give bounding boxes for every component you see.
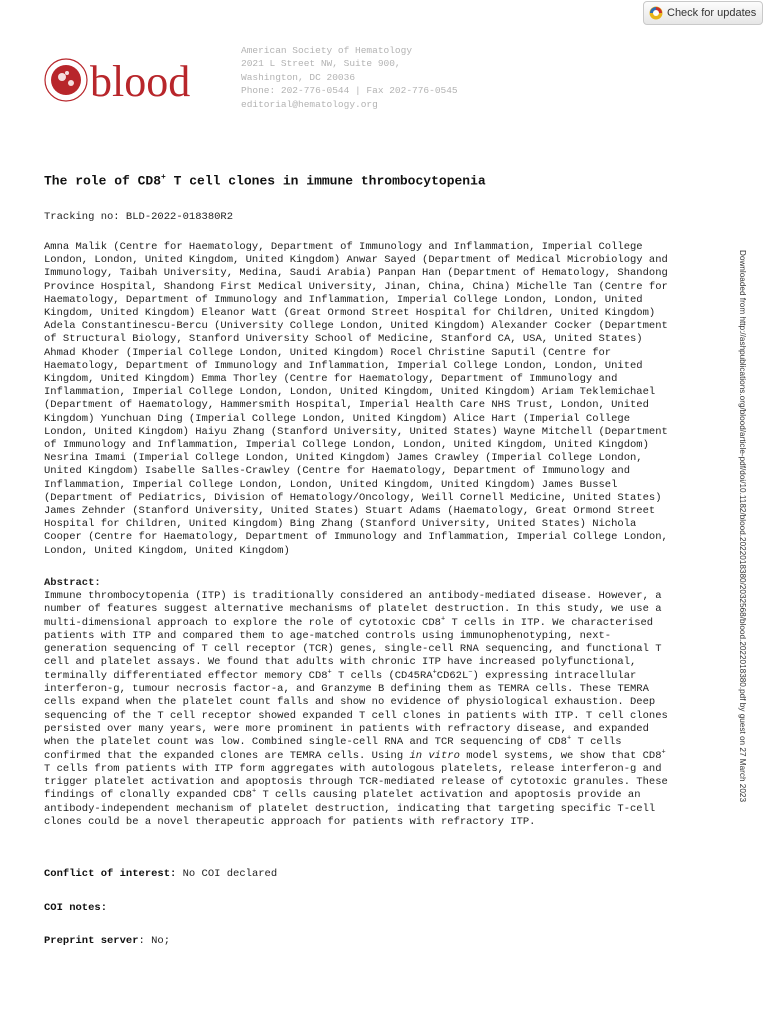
abstract-text: sequencing of the T cell receptor showed expanded T cell clones in patients with ITP. T cell clones	[44, 709, 668, 722]
coi-label: Conflict of interest:	[44, 868, 177, 880]
abstract-line	[44, 603, 720, 616]
preprint-server	[44, 935, 170, 947]
abstract-superscript: +	[251, 787, 257, 796]
abstract-text: terminally differentiated effector memory CD8	[44, 669, 328, 682]
abstract-superscript: +	[661, 748, 666, 757]
author-line: Haematology, Department of Immunology and Inflammation, Imperial College London, London, United	[44, 293, 643, 306]
address-line: 2021 L Street NW, Suite 900,	[241, 58, 401, 70]
abstract-text: Immune thrombocytopenia (ITP) is traditionally considered an antibody-mediated disease. However, a	[44, 590, 662, 602]
author-line: Kingdom) Yunchuan Ding (Imperial College London, United Kingdom) Alice Hart (Imperial College	[44, 412, 630, 425]
author-line: Immunology, Taibah University, Medina, Saudi Arabia) Panpan Han (Department of Hematology, Shandong	[44, 267, 668, 280]
author-line: London, London, United Kingdom, United Kingdom) Anwar Sayed (Department of Medical Microbiology and	[44, 254, 668, 267]
address-line: American Society of Hematology	[241, 45, 413, 56]
author-line: (Department of Haematology, Hammersmith Hospital, Imperial Health Care NHS Trust, London, United	[44, 399, 649, 412]
address-email: editorial@hematology.org	[241, 98, 378, 110]
address-line: Phone: 202-776-0544 | Fax 202-776-0545	[241, 85, 458, 97]
download-watermark: Downloaded from http://ashpublications.org/blood/article-pdf/doi/10.1182/blood.2022018380/2032568/blood.2022018380.pdf by guest on 27 March 2023	[738, 250, 747, 803]
publisher-address	[241, 44, 458, 111]
author-line: Inflammation, Imperial College London, London, United Kingdom, United Kingdom) Ariam Teklemichael	[44, 386, 656, 399]
author-line: of Structural Biology, Stanford University School of Medicine, Stanford CA, USA, United States)	[44, 333, 643, 346]
coi-notes	[44, 902, 107, 914]
title-superscript: +	[161, 173, 166, 182]
author-line: Amna Malik (Centre for Haematology, Department of Immunology and Inflammation, Imperial College	[44, 241, 643, 253]
author-line: London, United Kingdom, United Kingdom)	[44, 544, 290, 557]
abstract-text: number of features suggest alternative mechanisms of platelet destruction. In this study, we use a	[44, 603, 662, 616]
abstract-line	[44, 710, 720, 723]
abstract-line	[44, 590, 720, 603]
crossmark-icon	[649, 6, 663, 20]
abstract-text: clones could be a novel therapeutic approach for patients with refractory ITP.	[44, 816, 536, 829]
abstract-text: antibody-independent mechanism of platelet destruction, indicating that targeting specific T-cell	[44, 802, 656, 815]
abstract-text: cell and platelet assays. We found that adults with chronic ITP have increased polyfunctional,	[44, 656, 637, 669]
preprint-value: : No;	[138, 935, 171, 947]
author-line: (Department of Pediatrics, Division of Hematology/Oncology, Weill Cornell Medicine, United States)	[44, 491, 662, 504]
abstract-text: T cells causing platelet activation and apoptosis provide an	[256, 789, 641, 802]
abstract-text: T cells (CD45RA	[331, 669, 433, 682]
abstract-superscript: +	[440, 615, 446, 624]
author-line: of Immunology and Inflammation, Imperial College London, London, United Kingdom, United Kingdom)	[44, 439, 649, 452]
abstract-text: CD62L	[436, 669, 469, 682]
abstract-line	[44, 763, 720, 776]
abstract-line	[44, 670, 720, 683]
abstract-line	[44, 696, 720, 709]
abstract-text: T cells from patients with ITP form aggregates with autologous platelets, release interferon-g and	[44, 762, 662, 775]
abstract-line	[44, 803, 720, 816]
abstract-text: persisted over many years, were more prominent in patients with refractory disease, and expanded	[44, 722, 649, 735]
abstract-text: cells expand when the platelet count falls and show no evidence of physiological exhaustion. Deep	[44, 696, 656, 709]
title-text: The role of CD8	[44, 173, 162, 189]
abstract-line	[44, 656, 720, 669]
abstract-superscript: +	[432, 668, 437, 677]
abstract-text: model systems, we show that CD8	[459, 749, 662, 762]
conflict-of-interest	[44, 868, 277, 880]
abstract-text: trigger platelet activation and apoptosis through TCR-mediated release of cytotoxic granules. These	[44, 776, 668, 789]
abstract-line	[44, 617, 720, 630]
author-line: Province Hospital, Shandong First Medical University, Jinan, China, China) Michelle Tan (Centre for	[44, 280, 668, 293]
abstract-text: generation sequencing of T cell receptor (TCR) genes, single-cell RNA sequencing, and functional T	[44, 643, 662, 656]
abstract-text: multi-dimensional approach to explore the role of cytotoxic CD8	[44, 616, 441, 629]
abstract-text: T cells	[571, 736, 622, 749]
blood-journal-logo	[40, 55, 225, 105]
abstract-line	[44, 750, 720, 763]
abstract-body	[44, 590, 720, 829]
abstract-heading: Abstract:	[44, 577, 101, 589]
abstract-line	[44, 789, 720, 802]
author-line: James Zehnder (Stanford University, United States) Stuart Adams (Haematology, Great Ormond Street	[44, 505, 656, 518]
abstract-line	[44, 630, 720, 643]
abstract-italic: in vitro	[409, 749, 460, 762]
author-line: Cooper (Centre for Haematology, Department of Immunology and Inflammation, Imperial College London,	[44, 531, 668, 544]
abstract-text: ) expressing intracellular	[472, 669, 637, 682]
abstract-line	[44, 643, 720, 656]
coi-notes-label: COI notes:	[44, 902, 108, 914]
author-line: Ahmad Khoder (Imperial College London, United Kingdom) Rocel Christine Saputil (Centre for	[44, 346, 612, 359]
author-line: Nesrina Imami (Imperial College London, United Kingdom) James Crawley (Imperial College London,	[44, 452, 643, 465]
author-line: London, United Kingdom) Haiyu Zhang (Stanford University, United States) Wayne Mitchell (Department	[44, 425, 668, 438]
abstract-text: confirmed that the expanded clones are TEMRA cells. Using	[44, 749, 410, 762]
author-line: Inflammation, Imperial College London, London, United Kingdom, United Kingdom) James Bussel	[44, 478, 618, 491]
author-line: Hospital for Children, United Kingdom) Bing Zhang (Stanford University, United States) Nichola	[44, 518, 637, 531]
abstract-text: interferon-g, tumour necrosis factor-a, and Granzyme B defining them as TEMRA cells. These TEMRA	[44, 683, 649, 696]
coi-value: No COI declared	[176, 868, 278, 880]
author-line: Haematology, Department of Immunology and Inflammation, Imperial College London, London, United	[44, 359, 643, 372]
check-for-updates-label: Check for updates	[667, 7, 757, 19]
check-for-updates-button[interactable]	[643, 1, 763, 25]
author-line: Kingdom, United Kingdom) Emma Thorley (Centre for Haematology, Department of Immunology and	[44, 373, 618, 386]
abstract-text: patients with ITP and compared them to age-matched controls using immunophenotyping, next-	[44, 629, 612, 642]
abstract-text: T cells in ITP. We characterised	[445, 616, 654, 629]
abstract-text: when the platelet count was low. Combined single-cell RNA and TCR sequencing of CD8	[44, 736, 567, 749]
abstract-line	[44, 776, 720, 789]
tracking-number: Tracking no: BLD-2022-018380R2	[44, 211, 234, 223]
paper-title	[44, 173, 486, 188]
title-text-end: T cell clones in immune thrombocytopenia	[165, 173, 486, 189]
author-line: Adela Constantinescu-Bercu (University College London, United Kingdom) Alexander Cocker (Department	[44, 320, 668, 333]
author-line: United Kingdom) Isabelle Salles-Crawley (Centre for Haematology, Department of Immunology and	[44, 465, 630, 478]
author-list	[44, 241, 720, 558]
abstract-superscript: +	[327, 668, 332, 677]
abstract-text: findings of clonally expanded CD8	[44, 789, 252, 802]
abstract-line	[44, 723, 720, 736]
abstract-superscript: +	[567, 734, 572, 743]
abstract-line	[44, 816, 720, 829]
abstract-line	[44, 736, 720, 749]
preprint-label: Preprint server	[44, 935, 139, 947]
abstract-line	[44, 683, 720, 696]
address-line: Washington, DC 20036	[241, 71, 356, 83]
abstract-superscript: −	[468, 668, 473, 677]
logo-wordmark: blood	[90, 57, 191, 105]
author-line: Kingdom, United Kingdom) Eleanor Watt (Great Ormond Street Hospital for Children, United Kingdom)	[44, 307, 656, 320]
